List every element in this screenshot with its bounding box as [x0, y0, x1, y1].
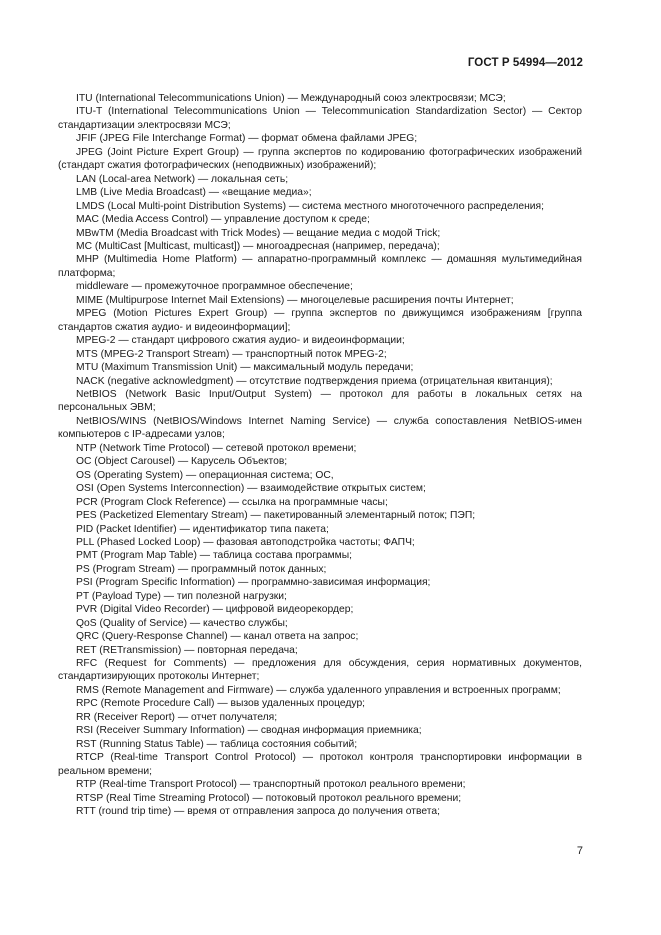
list-item: MTU (Maximum Transmission Unit) — максимальный модуль передачи;: [76, 362, 414, 374]
list-item: MHP (Multimedia Home Platform) — аппаратно-программный комплекс — домашняя мультимедийная платформа;: [58, 254, 582, 279]
list-item: PCR (Program Clock Reference) — ссылка на программные часы;: [76, 496, 388, 508]
list-item: PID (Packet Identifier) — идентификатор типа пакета;: [76, 523, 329, 535]
list-item: OSI (Open Systems Interconnection) — взаимодействие открытых систем;: [76, 483, 426, 495]
list-item: QRC (Query-Response Channel) — канал ответа на запрос;: [76, 631, 359, 643]
list-item: PVR (Digital Video Recorder) — цифровой видеорекордер;: [76, 604, 354, 616]
list-item: RTSP (Real Time Streaming Protocol) — потоковый протокол реального времени;: [76, 792, 462, 804]
list-item: PS (Program Stream) — программный поток данных;: [76, 563, 327, 575]
list-item: MTS (MPEG-2 Transport Stream) — транспортный поток MPEG-2;: [76, 348, 387, 360]
list-item: RSI (Receiver Summary Information) — сводная информация приемника;: [76, 725, 422, 737]
list-item: OS (Operating System) — операционная система; ОС,: [76, 469, 334, 481]
list-item: MAC (Media Access Control) — управление доступом к среде;: [76, 214, 370, 226]
list-item: MC (MultiCast [Multicast, multicast]) — многоадресная (например, передача);: [76, 240, 440, 252]
list-item: RTP (Real-time Transport Protocol) — транспортный протокол реального времени;: [76, 779, 466, 791]
list-item: MPEG (Motion Pictures Expert Group) — группа экспертов по движущимся изображениям [группа стандартов сжатия аудио- и видеоинформации];: [58, 308, 582, 333]
page-number: 7: [576, 845, 583, 857]
list-item: NetBIOS (Network Basic Input/Output System) — протокол для работы в локальных сетях на персональных ЭВМ;: [58, 388, 582, 414]
list-item: OC (Object Carousel) — Карусель Объектов;: [76, 456, 288, 468]
list-item: LAN (Local-area Network) — локальная сеть;: [76, 173, 289, 185]
list-item: RST (Running Status Table) — таблица состояния событий;: [76, 738, 358, 750]
list-item: NetBIOS/WINS (NetBIOS/Windows Internet Naming Service) — служба сопоставления NetBIOS-имен компьютеров с IP-адресами узлов;: [58, 415, 582, 441]
list-item: RPC (Remote Procedure Call) — вызов удаленных процедур;: [76, 698, 366, 710]
list-item: MBwTM (Media Broadcast with Trick Modes) — вещание медиа с модой Trick;: [76, 227, 441, 239]
list-item: RMS (Remote Management and Firmware) — служба удаленного управления и встроенных программ;: [76, 684, 561, 696]
list-item: ITU (International Telecommunications Union) — Международный союз электросвязи; МСЭ;: [76, 93, 506, 104]
list-item: ITU-T (International Telecommunications Union — Telecommunication Standardization Sector) — Сектор стандартизации электросвязи МСЭ;: [58, 106, 582, 131]
list-item: PLL (Phased Locked Loop) — фазовая автоподстройка частоты; ФАПЧ;: [76, 536, 415, 548]
list-item: LMDS (Local Multi-point Distribution Systems) — система местного многоточечного распределения;: [76, 200, 544, 212]
list-item: MPEG-2 — стандарт цифрового сжатия аудио- и видеоинформации;: [76, 335, 405, 347]
list-item: RTT (round trip time) — время от отправления запроса до получения ответа;: [76, 806, 440, 818]
document-header: ГОСТ Р 54994—2012: [467, 57, 583, 69]
list-item: RTCP (Real-time Transport Control Protocol) — протокол контроля транспортировки информации в реальном времени;: [58, 752, 582, 777]
list-item: QoS (Quality of Service) — качество службы;: [76, 617, 288, 629]
list-item: PMT (Program Map Table) — таблица состава программы;: [76, 550, 353, 562]
abbreviations-list: [58, 92, 582, 818]
list-item: JPEG (Joint Picture Expert Group) — группа экспертов по кодированию фотографических изображений (стандарт сжатия фотографических (неподвижных) изображений);: [58, 146, 582, 172]
list-item: LMB (Live Media Broadcast) — «вещание медиа»;: [76, 187, 312, 199]
list-item: NTP (Network Time Protocol) — сетевой протокол времени;: [76, 442, 357, 454]
list-item: JFIF (JPEG File Interchange Format) — формат обмена файлами JPEG;: [76, 133, 418, 145]
list-item: NACK (negative acknowledgment) — отсутствие подтверждения приема (отрицательная квитанция);: [76, 375, 553, 387]
list-item: middleware — промежуточное программное обеспечение;: [76, 281, 353, 293]
list-item: RET (RETransmission) — повторная передача;: [76, 644, 298, 656]
list-item: MIME (Multipurpose Internet Mail Extensions) — многоцелевые расширения почты Интернет;: [76, 294, 514, 306]
list-item: RR (Receiver Report) — отчет получателя;: [76, 711, 278, 723]
list-item: PES (Packetized Elementary Stream) — пакетированный элементарный поток; ПЭП;: [76, 510, 476, 522]
list-item: PT (Payload Type) — тип полезной нагрузки;: [76, 590, 287, 602]
list-item: PSI (Program Specific Information) — программно-зависимая информация;: [76, 577, 431, 589]
list-item: RFC (Request for Comments) — предложения для обсуждения, серия нормативных документов, стандартизирующих протоколы Интернет;: [58, 658, 582, 683]
